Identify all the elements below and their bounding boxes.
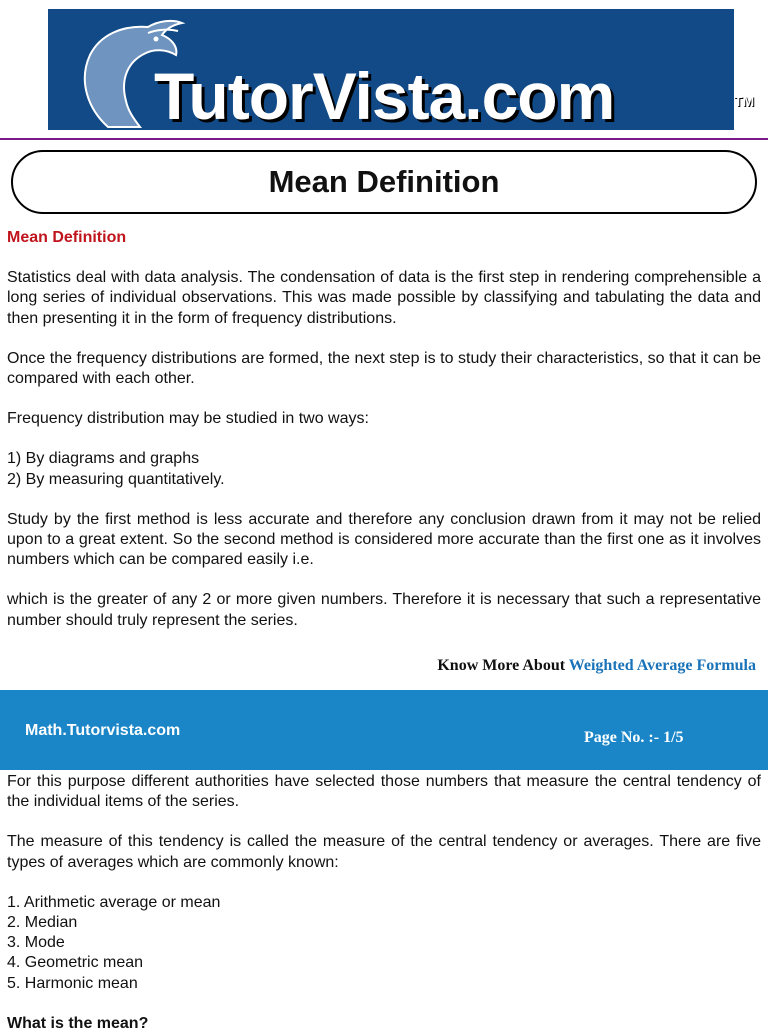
list-item: 4. Geometric mean (7, 954, 144, 972)
brand-logo-text: TutorVista.com (154, 59, 615, 133)
averages-list (7, 893, 761, 994)
paragraph: which is the greater of any 2 or more given numbers. Therefore it is necessary that such a representative number should truly represent the series. (7, 591, 761, 629)
paragraph: Once the frequency distributions are formed, the next step is to study their characteristics, so that it can be compared with each other. (7, 349, 761, 388)
section-title: Mean Definition (7, 229, 127, 246)
list-item: 2. Median (7, 914, 78, 932)
page2-content (7, 772, 761, 1034)
subheading: What is the mean? (7, 1014, 149, 1032)
ways-list (7, 449, 761, 489)
weighted-average-formula-link[interactable]: Weighted Average Formula (568, 657, 756, 674)
page-number: Page No. :- 1/5 (584, 729, 684, 746)
list-item: 5. Harmonic mean (7, 974, 138, 992)
paragraph: Study by the first method is less accurate and therefore any conclusion drawn from it may not be relied upon to a great extent. So the second method is considered more accurate than the first one as it involves numbers which can be compared easily i.e. (7, 510, 761, 569)
list-item: 2) By measuring quantitatively. (7, 470, 225, 488)
paragraph: For this purpose different authorities have selected those numbers that measure the central tendency of the individual items of the series. (7, 773, 761, 811)
list-item: 1. Arithmetic average or mean (7, 893, 221, 911)
paragraph: Statistics deal with data analysis. The condensation of data is the first step in rendering comprehensible a long series of individual observations. This was made possible by classifying and tabulating the data and then presenting it in the form of frequency distributions. (7, 269, 761, 327)
know-more-prefix: Know More About (437, 657, 569, 674)
header-banner (48, 9, 755, 133)
paragraph: Frequency distribution may be studied in two ways: (7, 410, 369, 428)
list-item: 3. Mode (7, 934, 65, 952)
list-item: 1) By diagrams and graphs (7, 450, 200, 468)
know-more-line (437, 657, 756, 675)
trademark-mark: TM (734, 93, 755, 109)
paragraph: The measure of this tendency is called the measure of the central tendency or averages. There are five types of averages which are commonly known: (7, 833, 761, 871)
header-divider (0, 138, 768, 140)
page-footer (0, 690, 768, 770)
main-content (7, 228, 761, 651)
title-box (11, 150, 757, 214)
footer-site-name: Math.Tutorvista.com (25, 722, 181, 739)
page-title: Mean Definition (268, 164, 500, 199)
